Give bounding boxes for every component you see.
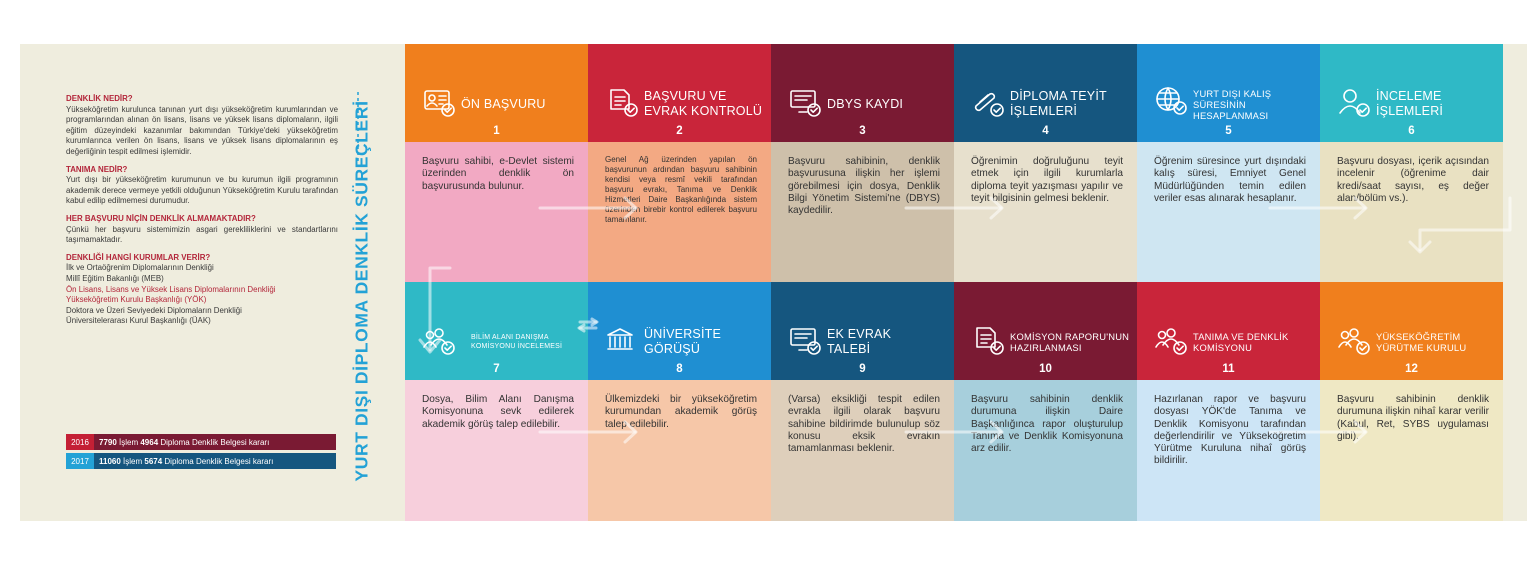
step-description-text: Başvuru sahibinin, denklik başvurusuna ilişkin her işlemi görebilmesi için dosya, Denklik Bilgi Yönetim Sistemi'ne (DBYS) kaydedilir. — [788, 156, 940, 217]
step-8-header — [588, 282, 771, 380]
globe-icon — [1155, 86, 1189, 118]
institution-line: Doktora ve Üzeri Seviyedeki Diplomaların Denkliği — [66, 305, 242, 315]
vertical-title: YURT DIŞI DİPLOMA DENKLİK SÜREÇLERİ — [351, 100, 372, 482]
step-title-line: İNCELEME — [1376, 89, 1442, 103]
step-title — [1376, 331, 1466, 353]
statistics — [66, 434, 336, 472]
step-title-line: BİLİM ALANI DANIŞMA — [471, 334, 549, 341]
section-body: Yurt dışı bir yükseköğretim kurumunun ve bu kurumun ilgili programının akademik derece vermeye yetkili olduğunun Yükseköğretim Kurulu tarafından kabul edilip edilmemesi durumudur. — [66, 175, 338, 206]
step-description-text: Dosya, Bilim Alanı Danışma Komisyonuna sevk edilerek akademik görüş talep edilebilir. — [422, 394, 574, 430]
step-title — [471, 333, 562, 351]
step-6-description — [1320, 142, 1503, 283]
committee-icon — [1155, 326, 1189, 358]
step-title — [827, 97, 903, 112]
step-12-description — [1320, 380, 1503, 521]
step-number: 4 — [1042, 125, 1049, 137]
stat-text: 7790 İşlem 4964 Diploma Denklik Belgesi kararı — [99, 437, 270, 447]
step-description-text: Başvuru dosyası, içerik açısından incelenir (öğrenime dair kredi/saat sayısı, eş değer alan/bölüm vs.). — [1337, 156, 1489, 204]
step-title-line: YÜRÜTME KURULU — [1376, 342, 1467, 353]
step-title-line: EVRAK KONTROLÜ — [644, 104, 763, 118]
info-section-institutions — [66, 253, 338, 327]
step-number: 9 — [859, 363, 866, 375]
step-title — [1010, 89, 1107, 119]
step-title — [1010, 331, 1129, 353]
step-number: 5 — [1225, 125, 1232, 137]
step-title-line: EK EVRAK — [827, 327, 892, 341]
step-title — [644, 89, 762, 119]
step-9-header — [771, 282, 954, 380]
step-title-line: DBYS KAYDI — [827, 96, 904, 111]
step-1-description — [405, 142, 588, 283]
step-description-text: Başvuru sahibinin denklik durumuna ilişkin nihaî karar verilir (Kabul, Ret, SYBS uygulaması gibi). — [1337, 394, 1489, 442]
info-section-denklik — [66, 94, 338, 158]
section-body: Çünkü her başvuru sistemimizin asgari gerekliliklerini ve standartlarını taşımamaktadır. — [66, 224, 338, 245]
document-check-icon — [606, 88, 640, 120]
step-11-header — [1137, 282, 1320, 380]
step-number: 11 — [1222, 363, 1235, 375]
vertical-title-wrap — [342, 92, 382, 490]
step-title-line: DİPLOMA TEYİT — [1010, 89, 1107, 103]
stat-year: 2016 — [66, 434, 94, 450]
step-5-header — [1137, 44, 1320, 142]
stat-row — [66, 434, 336, 450]
stat-text: 11060 İşlem 5674 Diploma Denklik Belgesi kararı — [99, 456, 274, 466]
step-number: 8 — [676, 363, 683, 375]
step-title — [827, 327, 891, 357]
step-title-line: İŞLEMLERİ — [1010, 104, 1078, 118]
step-title-line: KOMİSYONU İNCELEMESİ — [471, 343, 563, 350]
step-10-header — [954, 282, 1137, 380]
step-title-line: HESAPLANMASI — [1193, 109, 1269, 121]
step-3-description — [771, 142, 954, 283]
info-section-why — [66, 214, 338, 246]
step-description-text: Hazırlanan rapor ve başvuru dosyası YÖK'de Tanıma ve Denklik Komisyonu tarafından değerlendirilir ve Yükseköğretim Yürütme Kuruluna nihaî görüş bildirilir. — [1154, 394, 1306, 467]
step-title-line: İŞLEMLERİ — [1376, 104, 1444, 118]
committee-icon — [1338, 326, 1372, 358]
step-2-header — [588, 44, 771, 142]
stat-year: 2017 — [66, 453, 94, 469]
institution-line: İlk ve Ortaöğrenim Diplomalarının Denkliği — [66, 263, 214, 273]
step-title-line: BAŞVURU VE — [644, 89, 727, 103]
step-title-line: YURT DIŞI KALIŞ — [1193, 87, 1272, 99]
document-check-icon — [972, 326, 1006, 358]
step-number: 10 — [1039, 363, 1052, 375]
stat-row — [66, 453, 336, 469]
step-11-description — [1137, 380, 1320, 521]
diploma-scroll-icon — [972, 88, 1006, 120]
institution-line: Yükseköğretim Kurulu Başkanlığı (YÖK) — [66, 295, 207, 305]
info-panel — [66, 94, 338, 327]
step-title — [1376, 89, 1443, 119]
university-icon — [606, 326, 640, 358]
step-title — [461, 97, 546, 112]
step-6-header — [1320, 44, 1503, 142]
step-number: 7 — [493, 363, 500, 375]
institution-list — [66, 263, 338, 327]
institution-line: Millî Eğitim Bakanlığı (MEB) — [66, 273, 164, 283]
form-check-icon — [423, 88, 457, 120]
section-title: TANIMA NEDİR? — [66, 164, 128, 174]
step-9-description — [771, 380, 954, 521]
step-number: 12 — [1405, 363, 1418, 375]
step-description-text: Öğrenimin doğruluğunu teyit etmek için ilgili kurumlarla diploma teyit yazışması yapılır ve teyit bilgisinin gelmesi beklenir. — [971, 156, 1123, 204]
step-title-line: YÜKSEKÖĞRETİM — [1376, 331, 1461, 342]
step-title-line: KOMİSYONU — [1193, 342, 1253, 353]
title-rule — [355, 92, 361, 162]
committee-icon — [423, 326, 457, 358]
section-title: DENKLİK NEDİR? — [66, 94, 133, 103]
step-description-text: (Varsa) eksikliği tespit edilen evrakla ilgili olarak başvuru sahibine bildirimde bulunulup söz konusu eksik evrakın tamamlanması beklenir. — [788, 394, 940, 455]
step-title-line: GÖRÜŞÜ — [644, 342, 701, 356]
step-title — [644, 327, 721, 357]
step-number: 6 — [1408, 125, 1415, 137]
step-description-text: Başvuru sahibinin denklik durumuna ilişkin Daire Başkanlığınca rapor oluşturulup Tanıma ve Denklik Komisyonuna arz edilir. — [971, 394, 1123, 455]
step-8-description — [588, 380, 771, 521]
step-number: 2 — [676, 125, 683, 137]
step-7-header — [405, 282, 588, 380]
step-number: 3 — [859, 125, 866, 137]
step-title — [1193, 331, 1288, 353]
step-4-description — [954, 142, 1137, 283]
step-title-line: SÜRESİNİN — [1193, 98, 1246, 110]
step-title-line: ÜNİVERSİTE — [644, 327, 722, 341]
institution-line: Ön Lisans, Lisans ve Yüksek Lisans Diplomalarının Denkliği — [66, 284, 276, 294]
step-3-header — [771, 44, 954, 142]
section-body: Yükseköğretim kurulunca tanınan yurt dışı yükseköğretim kurumlarından ve programlarından alınan ön lisans, lisans ve yüksek lisans diplomaların, ilgili eğitim düzeyindeki kazanımlar bakımından Türkiye'deki yükseköğretim kurumlarınca verilen ön lisans, lisans ve yüksek lisans diplomalarının eş değerliğinin tespit edilmesi işlemidir. — [66, 104, 338, 156]
step-7-description — [405, 380, 588, 521]
screen-check-icon — [789, 326, 823, 358]
step-2-description — [588, 142, 771, 283]
step-title-line: TALEBİ — [827, 342, 871, 356]
step-number: 1 — [493, 125, 500, 137]
person-check-icon — [1338, 88, 1372, 120]
step-title-line: KOMİSYON RAPORU'NUN — [1010, 331, 1130, 342]
step-description-text: Öğrenim süresince yurt dışındaki kalış süresi, Emniyet Genel Müdürlüğünden temin edilen veriler esas alınarak hesaplanır. — [1154, 156, 1306, 204]
step-description-text: Genel Ağ üzerinden yapılan ön başvurunun ardından başvuru sahibinin kendisi veya resmî vekili tarafından başvuru evrakı, Tanıma ve Denklik Hizmetleri Daire Başkanlığında sistem üzerinden birebir kontrol edilerek başvuru tamamlanır. — [605, 155, 757, 224]
section-title: DENKLİĞİ HANGİ KURUMLAR VERİR? — [66, 252, 211, 262]
institution-line: Üniversitelerarası Kurul Başkanlığı (ÜAK) — [66, 316, 211, 326]
info-section-tanima — [66, 165, 338, 207]
step-10-description — [954, 380, 1137, 521]
step-title — [1193, 88, 1271, 121]
step-title-line: ÖN BAŞVURU — [461, 96, 546, 111]
step-12-header — [1320, 282, 1503, 380]
step-4-header — [954, 44, 1137, 142]
step-title-line: HAZIRLANMASI — [1010, 342, 1082, 353]
section-title: HER BAŞVURU NİÇİN DENKLİK ALMAMAKTADIR? — [66, 213, 256, 223]
step-1-header — [405, 44, 588, 142]
step-5-description — [1137, 142, 1320, 283]
step-description-text: Başvuru sahibi, e-Devlet sistemi üzerinden denklik ön başvurusunda bulunur. — [422, 156, 574, 192]
screen-check-icon — [789, 88, 823, 120]
step-description-text: Ülkemizdeki bir yükseköğretim kurumundan akademik görüş talep edilebilir. — [605, 394, 757, 430]
step-title-line: TANIMA VE DENKLİK — [1193, 331, 1289, 342]
